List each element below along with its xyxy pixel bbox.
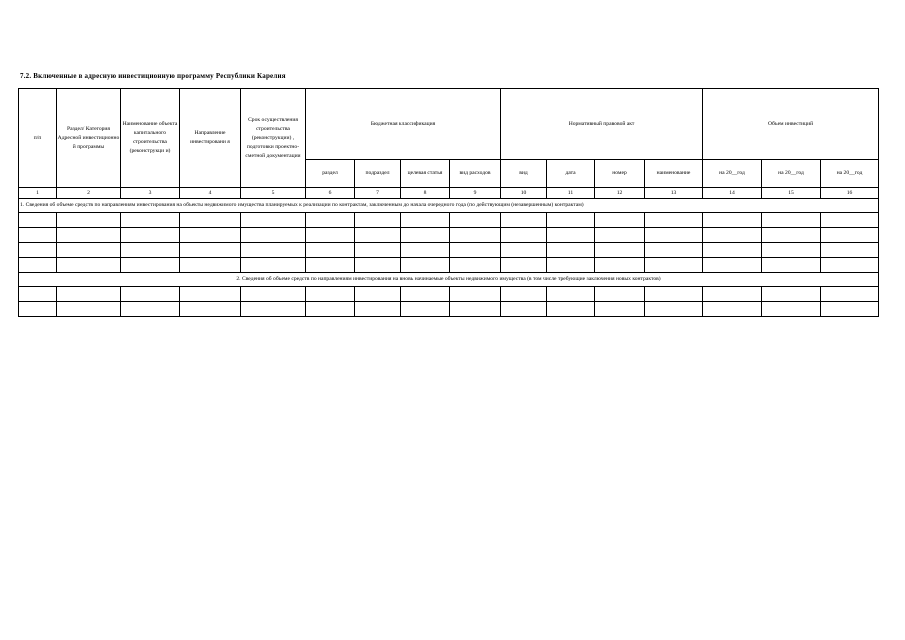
table-cell[interactable] [355,213,401,228]
table-cell[interactable] [355,287,401,302]
column-number: 5 [241,188,306,199]
column-number: 7 [355,188,401,199]
table-cell[interactable] [595,213,645,228]
column-number: 9 [450,188,501,199]
column-number: 13 [645,188,703,199]
column-number: 12 [595,188,645,199]
subheader-act-date: дата [547,160,595,188]
subheader-act-name: наименование [645,160,703,188]
table-cell[interactable] [306,302,355,317]
table-row [19,243,879,258]
table-cell[interactable] [306,243,355,258]
table-cell[interactable] [501,258,547,273]
table-cell[interactable] [450,287,501,302]
table-cell[interactable] [180,228,241,243]
table-cell[interactable] [821,302,879,317]
table-cell[interactable] [241,243,306,258]
table-cell[interactable] [703,258,762,273]
table-cell[interactable] [762,258,821,273]
table-cell[interactable] [762,287,821,302]
table-cell[interactable] [821,243,879,258]
table-cell[interactable] [355,228,401,243]
table-cell[interactable] [401,228,450,243]
table-cell[interactable] [547,228,595,243]
table-cell[interactable] [547,302,595,317]
table-cell[interactable] [121,228,180,243]
table-cell[interactable] [703,302,762,317]
table-cell[interactable] [595,243,645,258]
table-cell[interactable] [180,258,241,273]
table-cell[interactable] [547,258,595,273]
table-cell[interactable] [19,287,57,302]
investment-program-table [18,88,879,317]
table-cell[interactable] [306,228,355,243]
column-number: 4 [180,188,241,199]
table-cell[interactable] [501,302,547,317]
table-cell[interactable] [703,213,762,228]
table-cell[interactable] [645,302,703,317]
table-cell[interactable] [821,228,879,243]
table-cell[interactable] [595,302,645,317]
table-cell[interactable] [645,287,703,302]
table-cell[interactable] [645,228,703,243]
table-cell[interactable] [19,228,57,243]
table-cell[interactable] [57,213,121,228]
table-cell[interactable] [703,228,762,243]
table-cell[interactable] [57,302,121,317]
table-cell[interactable] [450,243,501,258]
table-cell[interactable] [355,258,401,273]
subheader-year-2: на 20__год [762,160,821,188]
table-row [19,302,879,317]
table-cell[interactable] [57,287,121,302]
subheader-podrazdel: подраздел [355,160,401,188]
table-cell[interactable] [501,213,547,228]
header-construction-term: Срок осуществления строительства (реконструкции) , подготовки проектно-сметной документации [241,89,306,188]
header-investment-direction: Направление инвестировани я [180,89,241,188]
column-number: 3 [121,188,180,199]
section-2-heading: 2. Сведения об объеме средств по направлениям инвестирования на вновь начинаемые объекты недвижимого имущества (в том числе требующие заключения новых контрактов) [19,273,879,287]
table-cell[interactable] [19,302,57,317]
table-cell[interactable] [762,243,821,258]
table-cell[interactable] [121,287,180,302]
column-number: 8 [401,188,450,199]
subheader-year-1: на 20__год [703,160,762,188]
table-cell[interactable] [547,287,595,302]
column-number-row [19,188,879,199]
table-cell[interactable] [595,258,645,273]
table-cell[interactable] [762,228,821,243]
table-cell[interactable] [57,228,121,243]
table-row [19,228,879,243]
table-cell[interactable] [450,258,501,273]
table-cell[interactable] [121,302,180,317]
table-cell[interactable] [450,213,501,228]
table-cell[interactable] [121,243,180,258]
table-cell[interactable] [241,302,306,317]
table-cell[interactable] [19,213,57,228]
table-cell[interactable] [501,243,547,258]
column-number: 15 [762,188,821,199]
table-row [19,213,879,228]
table-cell[interactable] [57,243,121,258]
table-row [19,287,879,302]
table-cell[interactable] [306,258,355,273]
table-cell[interactable] [121,213,180,228]
table-cell[interactable] [401,287,450,302]
table-cell[interactable] [306,213,355,228]
page-title: 7.2. Включенные в адресную инвестиционную программу Республики Карелия [20,72,286,80]
table-cell[interactable] [401,258,450,273]
table-cell[interactable] [241,258,306,273]
table-cell[interactable] [501,287,547,302]
header-razdel: Раздел/ Категория Адресной инвестиционно й программы [57,89,121,188]
table-cell[interactable] [180,287,241,302]
header-investment-volume: Объем инвестиций [703,89,879,160]
table-cell[interactable] [401,302,450,317]
table-row [19,258,879,273]
section-1-heading: 1. Сведения об объеме средств по направлениям инвестирования на объекты недвижимого имущества планируемых к реализации по контрактам, заключенным до начала очередного года (по действующим (незавершенным) контрактам) [19,199,879,213]
table-cell[interactable] [821,258,879,273]
header-object-name: Наименование объекта капитального строительства (реконструкци и) [121,89,180,188]
table-cell[interactable] [241,287,306,302]
table-cell[interactable] [450,228,501,243]
column-number: 6 [306,188,355,199]
subheader-expense-type: вид расходов [450,160,501,188]
table-cell[interactable] [401,213,450,228]
table-cell[interactable] [547,213,595,228]
table-cell[interactable] [595,228,645,243]
table-cell[interactable] [57,258,121,273]
table-cell[interactable] [703,287,762,302]
column-number: 10 [501,188,547,199]
table-cell[interactable] [821,213,879,228]
subheader-act-number: номер [595,160,645,188]
subheader-act-type: вид [501,160,547,188]
table-cell[interactable] [450,302,501,317]
column-number: 1 [19,188,57,199]
header-pp: п/п [19,89,57,188]
table-cell[interactable] [180,243,241,258]
table-cell[interactable] [501,228,547,243]
table-cell[interactable] [547,243,595,258]
table-cell[interactable] [180,213,241,228]
column-number: 16 [821,188,879,199]
table-cell[interactable] [703,243,762,258]
table-cell[interactable] [595,287,645,302]
table-cell[interactable] [241,213,306,228]
table-cell[interactable] [121,258,180,273]
column-number: 2 [57,188,121,199]
table-cell[interactable] [241,228,306,243]
column-number: 11 [547,188,595,199]
table-cell[interactable] [355,302,401,317]
table-cell[interactable] [306,287,355,302]
table-cell[interactable] [645,213,703,228]
subheader-razdel: раздел [306,160,355,188]
subheader-target-article: целевая статья [401,160,450,188]
table-cell[interactable] [645,243,703,258]
subheader-year-3: на 20__год [821,160,879,188]
table-cell[interactable] [645,258,703,273]
table-cell[interactable] [762,213,821,228]
table-cell[interactable] [180,302,241,317]
table-cell[interactable] [19,258,57,273]
column-number: 14 [703,188,762,199]
table-cell[interactable] [355,243,401,258]
table-cell[interactable] [401,243,450,258]
table-cell[interactable] [821,287,879,302]
table-cell[interactable] [762,302,821,317]
header-budget-classification: Бюджетная классификация [306,89,501,160]
header-normative-act: Нормативный правовой акт [501,89,703,160]
table-cell[interactable] [19,243,57,258]
